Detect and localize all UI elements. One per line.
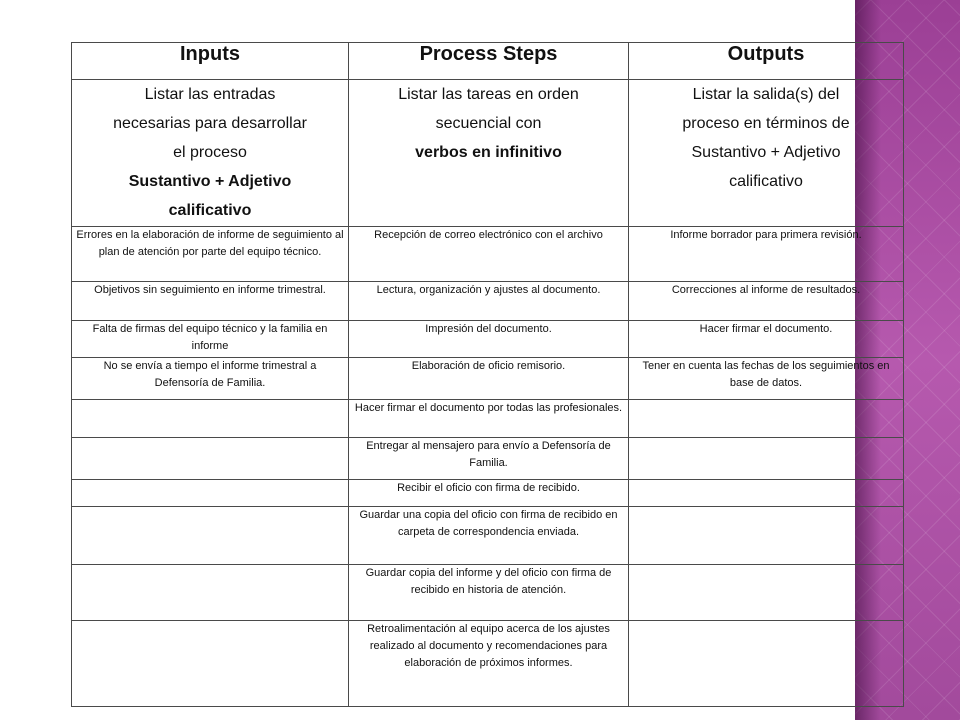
- description-line: el proceso: [173, 144, 247, 161]
- input-cell: No se envía a tiempo el informe trimestral a Defensoría de Familia.: [72, 358, 349, 400]
- output-cell: Informe borrador para primera revisión.: [629, 227, 904, 282]
- process-cell: Retroalimentación al equipo acerca de los ajustes realizado al documento y recomendaciones para elaboración de próximos informes.: [349, 621, 629, 707]
- output-cell: [629, 507, 904, 565]
- input-cell: Objetivos sin seguimiento en informe trimestral.: [72, 282, 349, 321]
- table-row: [72, 438, 904, 480]
- header-process-steps: Process Steps: [349, 43, 629, 80]
- description-bold-line: verbos en infinitivo: [415, 144, 562, 161]
- table-row: [72, 565, 904, 621]
- process-cell: Elaboración de oficio remisorio.: [349, 358, 629, 400]
- input-cell: Falta de firmas del equipo técnico y la familia en informe: [72, 321, 349, 358]
- process-description: [349, 80, 629, 227]
- table-row: [72, 480, 904, 507]
- header-row: [72, 43, 904, 80]
- process-cell: Impresión del documento.: [349, 321, 629, 358]
- output-cell: [629, 480, 904, 507]
- input-cell: [72, 400, 349, 438]
- output-cell: Tener en cuenta las fechas de los seguimientos en base de datos.: [629, 358, 904, 400]
- process-cell: Guardar copia del informe y del oficio con firma de recibido en historia de atención.: [349, 565, 629, 621]
- table-row: [72, 400, 904, 438]
- table-row: [72, 282, 904, 321]
- inputs-description: [72, 80, 349, 227]
- header-outputs: Outputs: [629, 43, 904, 80]
- process-cell: Recepción de correo electrónico con el archivo: [349, 227, 629, 282]
- process-cell: Entregar al mensajero para envío a Defensoría de Familia.: [349, 438, 629, 480]
- process-cell: Guardar una copia del oficio con firma de recibido en carpeta de correspondencia enviada.: [349, 507, 629, 565]
- input-cell: [72, 565, 349, 621]
- input-cell: [72, 507, 349, 565]
- table-row: [72, 321, 904, 358]
- description-line: proceso en términos de: [682, 115, 850, 132]
- input-cell: Errores en la elaboración de informe de seguimiento al plan de atención por parte del equipo técnico.: [72, 227, 349, 282]
- process-cell: Hacer firmar el documento por todas las profesionales.: [349, 400, 629, 438]
- input-cell: [72, 438, 349, 480]
- table-row: [72, 227, 904, 282]
- output-cell: [629, 400, 904, 438]
- outputs-description: [629, 80, 904, 227]
- table-row: [72, 358, 904, 400]
- process-cell: Lectura, organización y ajustes al documento.: [349, 282, 629, 321]
- output-cell: Hacer firmar el documento.: [629, 321, 904, 358]
- description-line: secuencial con: [435, 115, 542, 132]
- description-row: [72, 80, 904, 227]
- description-line: Listar la salida(s) del: [692, 86, 840, 103]
- description-line: Sustantivo + Adjetivo: [691, 144, 841, 161]
- table-row: [72, 621, 904, 707]
- description-bold-line: calificativo: [168, 202, 252, 219]
- output-cell: Correcciones al informe de resultados.: [629, 282, 904, 321]
- output-cell: [629, 438, 904, 480]
- description-line: Listar las tareas en orden: [398, 86, 579, 103]
- input-cell: [72, 480, 349, 507]
- description-bold-line: Sustantivo + Adjetivo: [128, 173, 292, 190]
- description-line: calificativo: [729, 173, 803, 190]
- process-table: [71, 42, 904, 707]
- table-row: [72, 507, 904, 565]
- input-cell: [72, 621, 349, 707]
- description-line: necesarias para desarrollar: [113, 115, 307, 132]
- header-inputs: Inputs: [72, 43, 349, 80]
- process-cell: Recibir el oficio con firma de recibido.: [349, 480, 629, 507]
- description-line: Listar las entradas: [144, 86, 276, 103]
- output-cell: [629, 621, 904, 707]
- output-cell: [629, 565, 904, 621]
